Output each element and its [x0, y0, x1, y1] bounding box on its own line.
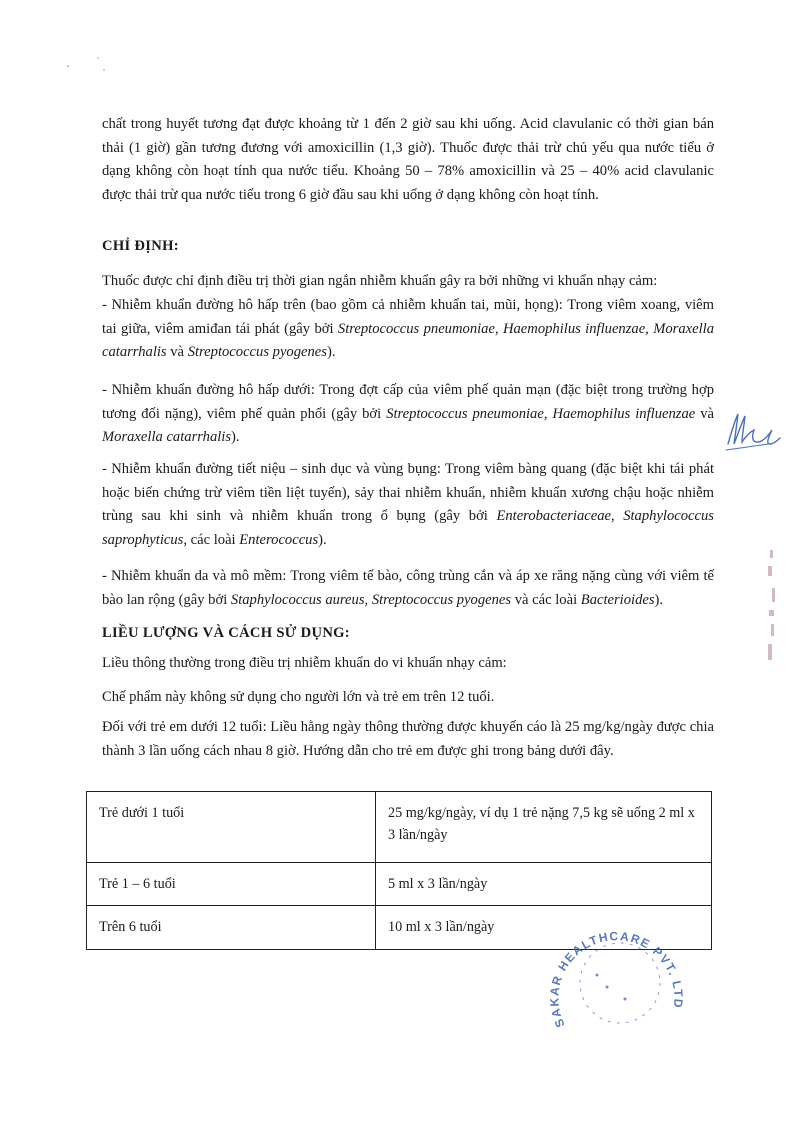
species-list: Streptococcus pneumoniae, Haemophilus influenzae, Moraxella catarrhalis	[102, 320, 714, 360]
pharmacokinetics-paragraph	[102, 113, 714, 207]
dose-cell: 5 ml x 3 lần/ngày	[376, 863, 712, 906]
age-cell: Trên 6 tuổi	[87, 906, 376, 950]
dose-cell: 25 mg/kg/ngày, ví dụ 1 trẻ nặng 7,5 kg sẽ uống 2 ml x 3 lần/ngày	[376, 792, 712, 863]
company-stamp	[545, 915, 695, 1045]
species-name: Bacterioides	[580, 591, 655, 608]
signature-mark	[722, 408, 782, 458]
species-list: Enterobacteriaceae, Staphylococcus saprophyticus,	[102, 508, 714, 548]
pharmacokinetics-text: chất trong huyết tương đạt được khoảng từ 1 đến 2 giờ sau khi uống. Acid clavulanic có thời gian bán thải (1 giờ) gần tương đương với amoxicillin (1,3 giờ). Thuốc được thải trừ chủ yếu qua nước tiểu ở dạng không còn hoạt tính qua nước tiểu. Khoảng 50 – 78% amoxicillin và 25 – 40% acid clavulanic được thải trừ qua nước tiểu trong 6 giờ đầu sau khi uống ở dạng không còn hoạt tính.	[102, 116, 714, 203]
species-name: Moraxella catarrhalis	[102, 429, 232, 445]
species-name: Streptococcus pyogenes	[187, 344, 327, 360]
indication-urogenital: - Nhiễm khuẩn đường tiết niệu – sinh dục và vùng bụng: Trong viêm bàng quang (đặc biệt khi tái phát hoặc biến chứng trừ viêm tiền liệt tuyến), sảy thai nhiễm khuẩn, nhiễm khuẩn xương chậu hoặc nhiễm trùng sau khi sinh và nhiễm khuẩn trong ổ bụng (gây bởi Enterobacteriaceae, Staphylococcus saprophyticus, các loài Enterococcus).	[102, 461, 714, 548]
margin-stamp-trace	[760, 548, 784, 668]
age-cell: Trẻ 1 – 6 tuổi	[87, 863, 376, 906]
dosage-adult-note: Chế phẩm này không sử dụng cho người lớn và trẻ em trên 12 tuổi.	[102, 689, 495, 705]
species-list: Staphylococcus aureus, Streptococcus pyogenes	[230, 591, 512, 608]
age-cell: Trẻ dưới 1 tuổi	[87, 792, 376, 863]
dosage-heading: LIỀU LƯỢNG VÀ CÁCH SỬ DỤNG:	[102, 625, 350, 641]
table-row	[87, 792, 712, 863]
table-row	[87, 863, 712, 906]
svg-text:SAKAR HEALTHCARE PVT. LTD: SAKAR HEALTHCARE PVT. LTD	[547, 929, 686, 1030]
species-list: Streptococcus pneumoniae, Haemophilus influenzae	[386, 405, 696, 422]
indication-lower-respiratory: - Nhiễm khuẩn đường hô hấp dưới: Trong đợt cấp của viêm phế quản mạn (đặc biệt trong trường hợp tương đối nặng), viêm phế quản phổi (gây bởi Streptococcus pneumoniae, Haemophilus influenzae và Moraxella catarrhalis).	[102, 382, 715, 445]
dose-cell: 10 ml x 3 lần/ngày	[376, 906, 712, 950]
indications-intro: Thuốc được chỉ định điều trị thời gian ngắn nhiễm khuẩn gây ra bởi những vi khuẩn nhạy cảm:	[102, 273, 658, 289]
dosage-intro: Liều thông thường trong điều trị nhiễm khuẩn do vi khuẩn nhạy cảm:	[102, 655, 507, 671]
indication-skin-soft-tissue: - Nhiễm khuẩn da và mô mềm: Trong viêm tế bào, công trùng cắn và áp xe răng nặng cùng với viêm tế bào lan rộng (gây bởi Staphylococcus aureus, Streptococcus pyogenes và các loài Bacterioides).	[102, 568, 714, 608]
indications-heading: CHỈ ĐỊNH:	[102, 238, 179, 254]
dosage-children: Đối với trẻ em dưới 12 tuổi: Liều hằng ngày thông thường được khuyến cáo là 25 mg/kg/ngày được chia thành 3 lần uống cách nhau 8 giờ. Hướng dẫn cho trẻ em được ghi trong bảng dưới đây.	[102, 719, 714, 759]
indication-upper-respiratory: - Nhiễm khuẩn đường hô hấp trên (bao gồm cả nhiễm khuẩn tai, mũi, họng): Trong viêm xoang, viêm tai giữa, viêm amiđan tái phát (gây bởi Streptococcus pneumoniae, Haemophilus influenzae, Moraxella catarrhalis và Streptococcus pyogenes).	[102, 297, 714, 360]
scan-specks	[60, 40, 120, 80]
species-name: Enterococcus	[239, 531, 319, 548]
